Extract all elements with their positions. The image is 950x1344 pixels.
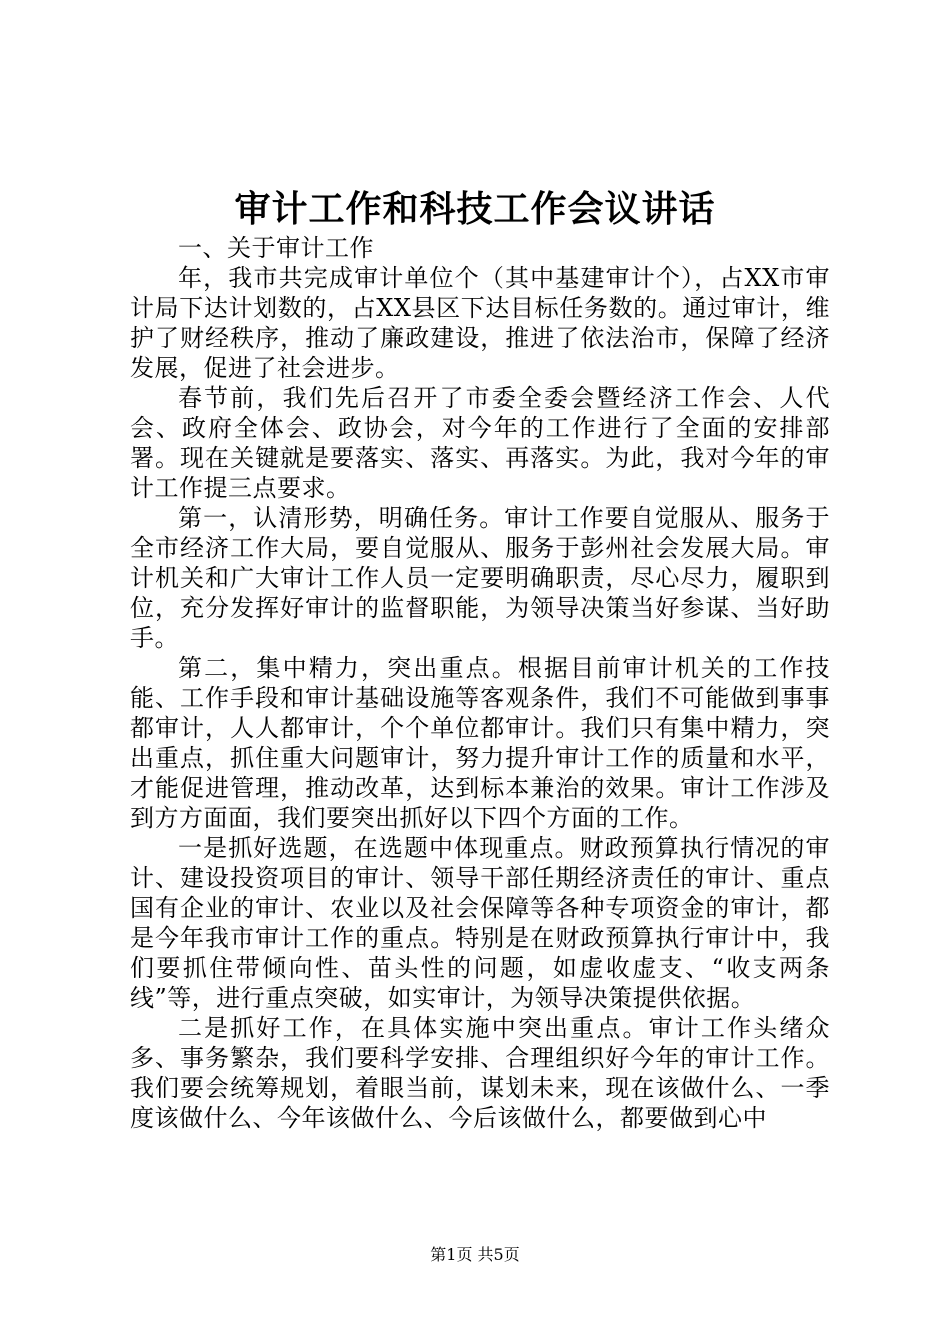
- paragraph: 年，我市共完成审计单位个（其中基建审计个），占XX市审计局下达计划数的，占XX县区下达目标任务数的。通过审计，维护了财经秩序，推动了廉政建设，推进了依法治市，保障了经济发展，促进了社会进步。: [130, 264, 830, 382]
- section-heading: 一、关于审计工作: [178, 234, 374, 262]
- document-body: [130, 233, 830, 1133]
- paragraph: 一是抓好选题，在选题中体现重点。财政预算执行情况的审计、建设投资项目的审计、领导干部任期经济责任的审计、重点国有企业的审计、农业以及社会保障等各种专项资金的审计，都是今年我市审计工作的重点。特别是在财政预算执行审计中，我们要抓住带倾向性、苗头性的问题，如虚收虚支、“收支两条线”等，进行重点突破，如实审计，为领导决策提供依据。: [130, 834, 830, 1012]
- document-title: 审计工作和科技工作会议讲话: [234, 188, 716, 230]
- paragraph: 第二，集中精力，突出重点。根据目前审计机关的工作技能、工作手段和审计基础设施等客观条件，我们不可能做到事事都审计，人人都审计，个个单位都审计。我们只有集中精力，突出重点，抓住重大问题审计，努力提升审计工作的质量和水平，才能促进管理，推动改革，达到标本兼治的效果。审计工作涉及到方方面面，我们要突出抓好以下四个方面的工作。: [130, 654, 830, 832]
- paragraph: 春节前，我们先后召开了市委全委会暨经济工作会、人代会、政府全体会、政协会，对今年的工作进行了全面的安排部署。现在关键就是要落实、落实、再落实。为此，我对今年的审计工作提三点要求。: [130, 384, 830, 502]
- page-number: 第1页 共5页: [430, 1245, 520, 1264]
- paragraph: 二是抓好工作，在具体实施中突出重点。审计工作头绪众多、事务繁杂，我们要科学安排、合理组织好今年的审计工作。我们要会统筹规划，着眼当前，谋划未来，现在该做什么、一季度该做什么、今年该做什么、今后该做什么，都要做到心中: [130, 1014, 830, 1132]
- paragraph: 第一，认清形势，明确任务。审计工作要自觉服从、服务于全市经济工作大局，要自觉服从、服务于彭州社会发展大局。审计机关和广大审计工作人员一定要明确职责，尽心尽力，履职到位，充分发挥好审计的监督职能，为领导决策当好参谋、当好助手。: [130, 504, 830, 652]
